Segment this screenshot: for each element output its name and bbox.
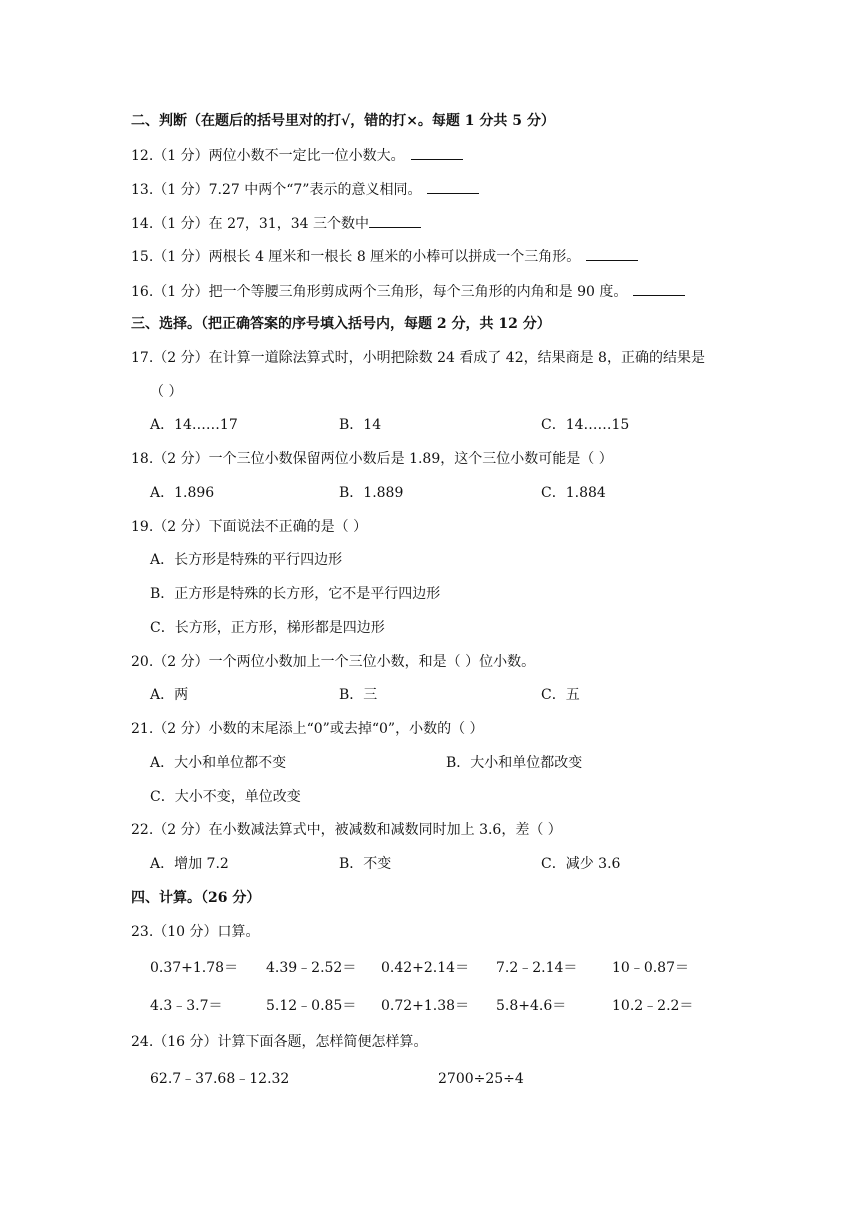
question-13 [131, 179, 479, 200]
question-16-text: 16.（1 分）把一个等腰三角形剪成两个三角形，每个三角形的内角和是 90 度。 [131, 284, 628, 300]
question-15 [131, 246, 638, 267]
option-18-c[interactable]: C．1.884 [541, 485, 606, 501]
calc-item: 2700÷25÷4 [438, 1071, 524, 1087]
calc-item: 10.2﹣2.2＝ [612, 998, 694, 1014]
question-16 [131, 281, 685, 302]
question-19-text: 19.（2 分）下面说法不正确的是（ ） [131, 519, 368, 535]
question-13-text: 13.（1 分）7.27 中两个“7”表示的意义相同。 [131, 182, 422, 198]
option-19-a[interactable]: A．长方形是特殊的平行四边形 [150, 552, 343, 568]
calc-item: 10﹣0.87＝ [612, 960, 689, 976]
option-19-c[interactable]: C．长方形，正方形，梯形都是四边形 [150, 620, 385, 636]
answer-blank-16[interactable] [633, 281, 685, 296]
option-19-b[interactable]: B．正方形是特殊的长方形，它不是平行四边形 [150, 586, 441, 602]
question-12-text: 12.（1 分）两位小数不一定比一位小数大。 [131, 148, 405, 164]
calc-item: 0.42+2.14＝ [381, 960, 470, 976]
option-17-a[interactable]: A．14……17 [150, 417, 238, 433]
calc-item: 0.72+1.38＝ [381, 998, 470, 1014]
option-17-b[interactable]: B．14 [339, 417, 382, 433]
question-15-text: 15.（1 分）两根长 4 厘米和一根长 8 厘米的小棒可以拼成一个三角形。 [131, 249, 581, 265]
option-22-a[interactable]: A．增加 7.2 [150, 856, 229, 872]
option-21-b[interactable]: B．大小和单位都改变 [446, 755, 583, 771]
question-23-text: 23.（10 分）口算。 [131, 924, 260, 940]
calc-item: 4.39﹣2.52＝ [266, 960, 357, 976]
question-22-text: 22.（2 分）在小数减法算式中，被减数和减数同时加上 3.6，差（ ） [131, 822, 562, 838]
option-22-c[interactable]: C．减少 3.6 [541, 856, 621, 872]
answer-blank-12[interactable] [411, 145, 463, 160]
question-14 [131, 213, 421, 234]
question-17-paren: （ ） [150, 384, 183, 400]
question-14-text: 14.（1 分）在 27，31，34 三个数中 [131, 216, 369, 232]
calc-item: 7.2﹣2.14＝ [496, 960, 578, 976]
option-20-b[interactable]: B．三 [339, 687, 378, 703]
question-12 [131, 145, 463, 166]
option-20-c[interactable]: C．五 [541, 687, 580, 703]
section-4-heading: 四、计算。（26 分） [131, 890, 261, 906]
answer-blank-15[interactable] [586, 246, 638, 261]
option-17-c[interactable]: C．14……15 [541, 417, 630, 433]
answer-blank-13[interactable] [427, 179, 479, 194]
calc-item: 5.12﹣0.85＝ [266, 998, 357, 1014]
option-21-c[interactable]: C．大小不变，单位改变 [150, 789, 301, 805]
option-18-b[interactable]: B．1.889 [339, 485, 404, 501]
calc-item: 0.37+1.78＝ [150, 960, 239, 976]
calc-item: 62.7﹣37.68﹣12.32 [150, 1071, 290, 1087]
calc-item: 5.8+4.6＝ [496, 998, 567, 1014]
question-24-text: 24.（16 分）计算下面各题，怎样简便怎样算。 [131, 1034, 428, 1050]
option-22-b[interactable]: B．不变 [339, 856, 392, 872]
section-2-heading: 二、判断（在题后的括号里对的打√，错的打×。每题 1 分共 5 分） [131, 113, 555, 129]
question-20-text: 20.（2 分）一个两位小数加上一个三位小数，和是（ ）位小数。 [131, 654, 536, 670]
question-21-text: 21.（2 分）小数的末尾添上“0”或去掉“0”，小数的（ ） [131, 721, 484, 737]
question-18-text: 18.（2 分）一个三位小数保留两位小数后是 1.89，这个三位小数可能是（ ） [131, 451, 613, 467]
answer-blank-14[interactable] [369, 213, 421, 228]
option-20-a[interactable]: A．两 [150, 687, 189, 703]
option-18-a[interactable]: A．1.896 [150, 485, 215, 501]
question-17-text: 17.（2 分）在计算一道除法算式时，小明把除数 24 看成了 42，结果商是 8，正确的结果是 [131, 350, 705, 366]
option-21-a[interactable]: A．大小和单位都不变 [150, 755, 287, 771]
calc-item: 4.3﹣3.7＝ [150, 998, 223, 1014]
section-3-heading: 三、选择。（把正确答案的序号填入括号内，每题 2 分，共 12 分） [131, 316, 551, 332]
